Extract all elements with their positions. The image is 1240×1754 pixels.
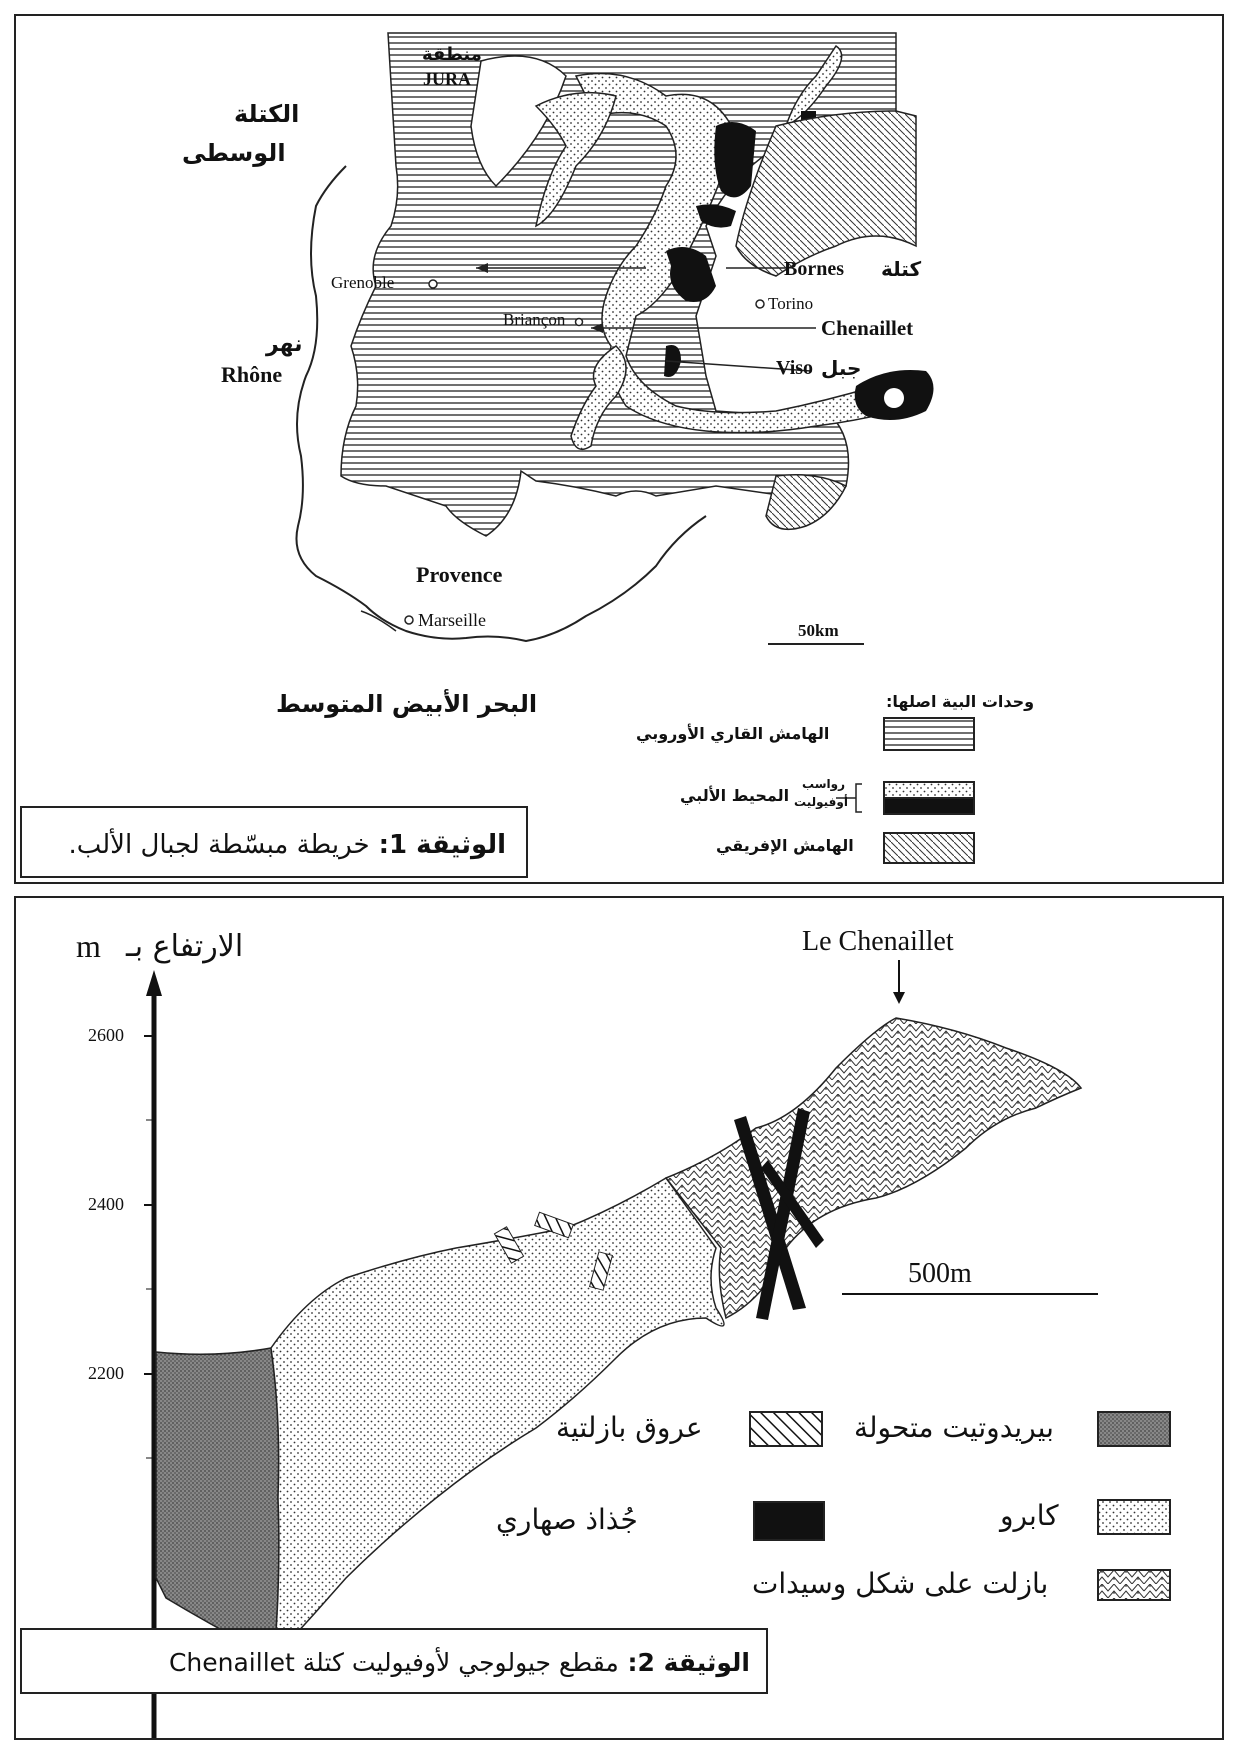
grenoble-dot — [429, 280, 437, 288]
briancon-label: Briançon — [503, 310, 566, 329]
sea-label: البحر الأبيض المتوسط — [276, 690, 538, 718]
legend-swatch-european — [884, 718, 974, 750]
provence-label: Provence — [416, 562, 503, 587]
legend-sediments: رواسب — [802, 777, 845, 791]
legend-european: الهامش القاري الأوروبي — [636, 724, 830, 743]
legend-radiolarite: جُذاذ صهاري — [496, 1503, 638, 1536]
legend-alpine-ocean: المحيط الألبي — [680, 786, 790, 805]
legend-swatch-peridotite — [1098, 1412, 1170, 1446]
viso-ar-label: جبل — [821, 356, 862, 380]
document-2-panel — [14, 896, 1224, 1740]
legend-title: وحدات البية اصلها: — [886, 692, 1035, 711]
marseille-dot — [405, 616, 413, 624]
central-massif-label-1: الكتلة — [234, 100, 300, 128]
torino-dot — [756, 300, 764, 308]
legend-pillow-basalt: بازلت على شكل وسيدات — [752, 1567, 1049, 1600]
doc2-caption-bold: الوثيقة 2: — [627, 1648, 750, 1677]
rhone-ar-label: نهر — [266, 332, 303, 357]
bornes-label: Bornes — [784, 258, 844, 280]
grenoble-label: Grenoble — [331, 273, 395, 292]
doc2-caption-text — [169, 1650, 750, 1675]
briancon-dot — [576, 319, 583, 326]
peridotite-unit — [156, 1348, 279, 1658]
scale-label-2: 500m — [908, 1258, 972, 1289]
doc1-caption-text — [68, 832, 506, 858]
legend-basalt-veins: عروق بازلتية — [556, 1411, 703, 1444]
geological-section — [16, 898, 1222, 1738]
bornes-ar-label: كتلة — [881, 257, 922, 281]
jura-ar-label: منطقة — [422, 44, 482, 65]
axis-label-ar: الارتفاع بـ — [126, 929, 244, 964]
legend-gabbro: كابرو — [1000, 1499, 1059, 1532]
legend-swatch-pillow-basalt — [1098, 1570, 1170, 1600]
chenaillet-label: Chenaillet — [821, 316, 914, 340]
legend-ophiolites: أوفيوليت — [794, 795, 848, 809]
legend-swatch-sediments — [884, 782, 974, 798]
legend-african: الهامش الإفريقي — [716, 836, 854, 855]
doc1-caption-rest: خريطة مبسّطة لجبال الألب. — [68, 830, 370, 860]
jura-label: JURA — [423, 69, 471, 89]
tick-2200: 2200 — [88, 1363, 124, 1383]
axis-label-unit: m — [76, 928, 101, 964]
marseille-label: Marseille — [418, 610, 486, 630]
legend-swatch-gabbro — [1098, 1500, 1170, 1534]
tick-2600: 2600 — [88, 1025, 124, 1045]
tick-2400: 2400 — [88, 1194, 124, 1214]
legend-peridotite: بيريدوتيت متحولة — [854, 1411, 1054, 1444]
summit-label: Le Chenaillet — [802, 926, 954, 957]
doc2-caption — [20, 1628, 768, 1694]
legend-swatch-radiolarite — [754, 1502, 824, 1540]
doc1-caption — [20, 806, 528, 878]
legend-swatch-african — [884, 833, 974, 863]
pillow-basalt-unit — [666, 1018, 1081, 1318]
doc2-caption-rest: مقطع جيولوجي لأوفيوليت كتلة Chenaillet — [168, 1648, 619, 1677]
document-1-panel — [14, 14, 1224, 884]
legend-swatch-ophiolites — [884, 798, 974, 814]
doc1-caption-bold: الوثيقة 1: — [378, 830, 506, 860]
scale-label-1: 50km — [798, 621, 839, 640]
legend-swatch-basalt-veins — [750, 1412, 822, 1446]
viso-label: Viso — [776, 357, 814, 379]
torino-label: Torino — [768, 294, 814, 313]
central-massif-label-2: الوسطى — [182, 139, 286, 167]
rhone-label: Rhône — [221, 362, 283, 387]
